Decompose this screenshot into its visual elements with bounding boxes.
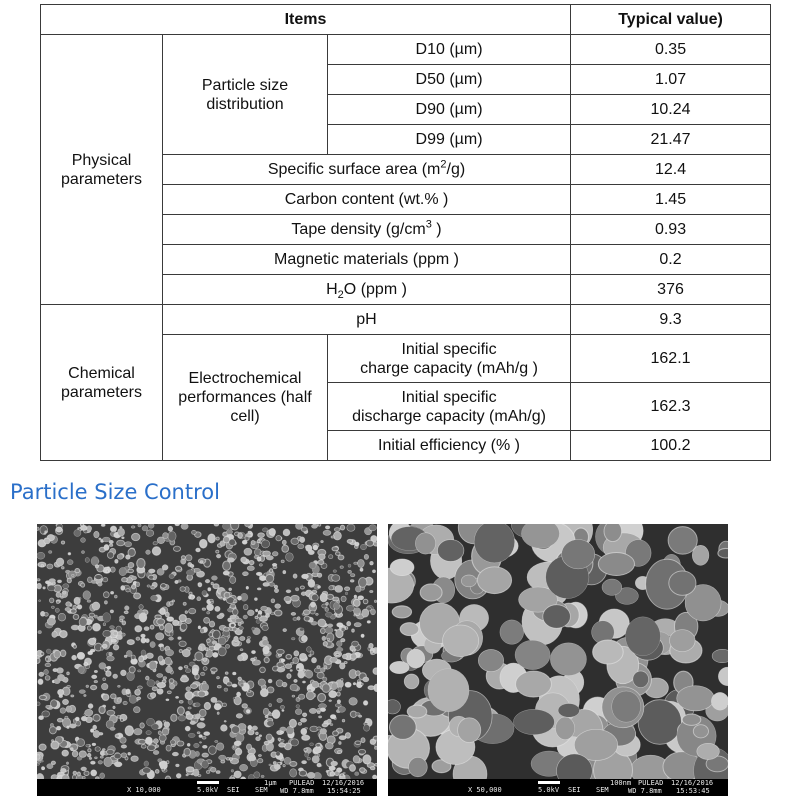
d10-label: D10 (µm) bbox=[328, 35, 571, 65]
sem-texture-left bbox=[37, 524, 377, 779]
specific-surface-area-value: 12.4 bbox=[571, 155, 771, 185]
header-typical-value: Typical value) bbox=[571, 5, 771, 35]
carbon-content-label: Carbon content (wt.% ) bbox=[163, 185, 571, 215]
section-title: Particle Size Control bbox=[10, 480, 220, 504]
header-items: Items bbox=[41, 5, 571, 35]
specifications-table bbox=[40, 4, 771, 461]
sem-image-left bbox=[37, 524, 377, 796]
electrochemical-label: Electrochemical performances (half cell) bbox=[163, 335, 328, 461]
h2o-value: 376 bbox=[571, 275, 771, 305]
discharge-capacity-label: Initial specific discharge capacity (mAh/g) bbox=[328, 383, 571, 431]
brand-left: PULEAD bbox=[289, 779, 315, 787]
sem-info-bar-right bbox=[388, 779, 728, 796]
psd-label: Particle size distribution bbox=[163, 35, 328, 155]
discharge-capacity-value: 162.3 bbox=[571, 383, 771, 431]
d90-label: D90 (µm) bbox=[328, 95, 571, 125]
tape-density-label: Tape density ($g/cm^3$ ) bbox=[163, 215, 571, 245]
table-row bbox=[41, 305, 771, 335]
scale-label-left: 1µm bbox=[264, 779, 277, 787]
table-row bbox=[41, 35, 771, 65]
brand-right: PULEAD bbox=[638, 779, 664, 787]
d50-value: 1.07 bbox=[571, 65, 771, 95]
d90-value: 10.24 bbox=[571, 95, 771, 125]
d50-label: D50 (µm) bbox=[328, 65, 571, 95]
table-header-row bbox=[41, 5, 771, 35]
initial-efficiency-value: 100.2 bbox=[571, 431, 771, 461]
working-distance-right: WD 7.8mm bbox=[628, 787, 662, 795]
h2o-label: $H_2O$ (ppm ) bbox=[163, 275, 571, 305]
magnification-right: X 50,000 bbox=[468, 786, 502, 794]
date-right: 12/16/2016 bbox=[671, 779, 714, 787]
sem-texture-right bbox=[388, 524, 728, 779]
d99-value: 21.47 bbox=[571, 125, 771, 155]
working-distance-left: WD 7.8mm bbox=[280, 787, 314, 795]
d10-value: 0.35 bbox=[571, 35, 771, 65]
date-left: 12/16/2016 bbox=[322, 779, 365, 787]
voltage-right: 5.0kV bbox=[538, 786, 560, 794]
magnetic-materials-label: Magnetic materials (ppm ) bbox=[163, 245, 571, 275]
specific-surface-area-label: Specific surface area $(m^2/g)$ bbox=[163, 155, 571, 185]
sem-image-right bbox=[388, 524, 728, 796]
ph-label: pH bbox=[163, 305, 571, 335]
time-left: 15:54:25 bbox=[327, 787, 361, 795]
magnification-left: X 10,000 bbox=[127, 786, 161, 794]
charge-capacity-value: 162.1 bbox=[571, 335, 771, 383]
magnetic-materials-value: 0.2 bbox=[571, 245, 771, 275]
d99-label: D99 (µm) bbox=[328, 125, 571, 155]
tape-density-value: 0.93 bbox=[571, 215, 771, 245]
scale-bar-left bbox=[197, 781, 219, 784]
scale-label-right: 100nm bbox=[610, 779, 632, 787]
detector-right: SEM bbox=[596, 786, 609, 794]
mode-left: SEI bbox=[227, 786, 240, 794]
charge-capacity-label: Initial specific charge capacity (mAh/g ) bbox=[328, 335, 571, 383]
scale-bar-right bbox=[538, 781, 560, 784]
ph-value: 9.3 bbox=[571, 305, 771, 335]
physical-parameters-label: Physical parameters bbox=[41, 35, 163, 305]
time-right: 15:53:45 bbox=[676, 787, 710, 795]
chemical-parameters-label: Chemical parameters bbox=[41, 305, 163, 461]
mode-right: SEI bbox=[568, 786, 581, 794]
sem-info-bar-left bbox=[37, 779, 377, 796]
carbon-content-value: 1.45 bbox=[571, 185, 771, 215]
detector-left: SEM bbox=[255, 786, 268, 794]
voltage-left: 5.0kV bbox=[197, 786, 219, 794]
initial-efficiency-label: Initial efficiency (% ) bbox=[328, 431, 571, 461]
